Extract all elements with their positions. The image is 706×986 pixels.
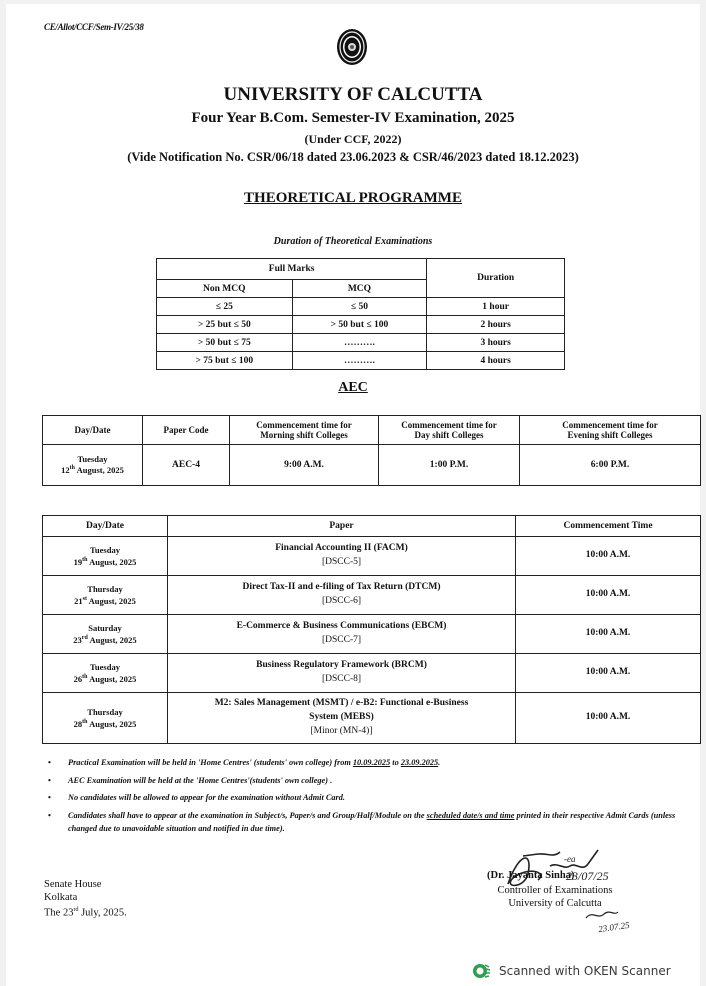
- cell-day-date: Thursday 28th August, 2025: [43, 693, 168, 744]
- note-schedule: • Candidates shall have to appear at the examination in Subject/s, Paper/s and Group/Half/Module on the scheduled date/s and time printed in their respective Admit Cards (unless changed due to unavoidable situation and notified in due time).: [46, 809, 686, 836]
- duration-table: [156, 258, 565, 370]
- cell-day-date: Tuesday 26th August, 2025: [43, 654, 168, 693]
- header-paper: Paper: [168, 516, 516, 537]
- aec-title: AEC: [338, 380, 368, 395]
- cell-mcq: ……….: [292, 352, 427, 370]
- reference-number: CE/Allot/CCF/Sem-IV/25/38: [44, 22, 144, 32]
- cell-non-mcq: ≤ 25: [157, 298, 293, 316]
- scanner-text: Scanned with OKEN Scanner: [499, 964, 671, 978]
- header-day-shift: Commencement time for Day shift Colleges: [379, 416, 520, 445]
- notification-line: (Vide Notification No. CSR/06/18 dated 23.06.2023 & CSR/46/2023 dated 18.12.2023): [127, 150, 579, 164]
- cell-duration: 1 hour: [427, 298, 565, 316]
- svg-text:23.07.25: 23.07.25: [597, 919, 631, 935]
- cell-duration: 2 hours: [427, 316, 565, 334]
- cell-non-mcq: > 75 but ≤ 100: [157, 352, 293, 370]
- cell-paper: E-Commerce & Business Communications (EBCM) [DSCC-7]: [168, 615, 516, 654]
- header-evening-shift: Commencement time for Evening shift Colleges: [520, 416, 701, 445]
- cell-duration: 4 hours: [427, 352, 565, 370]
- note-admit-card: • No candidates will be allowed to appear for the examination without Admit Card.: [46, 791, 686, 804]
- schedule-table: [42, 515, 701, 744]
- cell-evening-time: 6:00 P.M.: [520, 445, 701, 486]
- cell-non-mcq: > 50 but ≤ 75: [157, 334, 293, 352]
- cell-paper-code: AEC-4: [143, 445, 230, 486]
- cell-paper: M2: Sales Management (MSMT) / e-B2: Functional e-Business System (MEBS) [Minor (MN-4)]: [168, 693, 516, 744]
- cell-time: 10:00 A.M.: [516, 654, 701, 693]
- header-non-mcq: Non MCQ: [157, 280, 293, 298]
- cell-day-date: Saturday 23rd August, 2025: [43, 615, 168, 654]
- cell-time: 10:00 A.M.: [516, 615, 701, 654]
- cell-non-mcq: > 25 but ≤ 50: [157, 316, 293, 334]
- cell-day-date: Thursday 21st August, 2025: [43, 576, 168, 615]
- duration-caption: Duration of Theoretical Examinations: [273, 236, 433, 247]
- table-row: [43, 615, 701, 654]
- table-row: [43, 537, 701, 576]
- note-practical-exam: • Practical Examination will be held in 'Home Centres' (students' own college) from 10.09.2025 to 23.09.2025.: [46, 756, 686, 769]
- header-paper-code: Paper Code: [143, 416, 230, 445]
- initials-icon: [584, 906, 654, 936]
- issue-place-date: [44, 878, 127, 920]
- university-name: UNIVERSITY OF CALCUTTA: [223, 84, 483, 105]
- programme-title: THEORETICAL PROGRAMME: [244, 190, 462, 206]
- table-row: [157, 316, 565, 334]
- cell-mcq: > 50 but ≤ 100: [292, 316, 427, 334]
- cell-duration: 3 hours: [427, 334, 565, 352]
- header-mcq: MCQ: [292, 280, 427, 298]
- table-row: [157, 298, 565, 316]
- cell-time: 10:00 A.M.: [516, 537, 701, 576]
- university-seal-icon: [336, 28, 368, 66]
- header-duration: Duration: [427, 259, 565, 298]
- table-row: [43, 693, 701, 744]
- header-morning-shift: Commencement time for Morning shift Colleges: [230, 416, 379, 445]
- cell-time: 10:00 A.M.: [516, 576, 701, 615]
- signatory-designation: Controller of Examinations University of Calcutta: [497, 885, 613, 909]
- oken-scanner-logo-icon: [472, 962, 490, 980]
- aec-table: [42, 415, 701, 486]
- note-aec-exam: • AEC Examination will be held at the 'Home Centres'(students' own college) .: [46, 774, 686, 787]
- header-commencement-time: Commencement Time: [516, 516, 701, 537]
- cell-mcq: ……….: [292, 334, 427, 352]
- cell-day-time: 1:00 P.M.: [379, 445, 520, 486]
- table-row: [157, 352, 565, 370]
- notes-list: [46, 756, 686, 840]
- svg-text:-ea: -ea: [564, 854, 576, 864]
- regulation-line: (Under CCF, 2022): [304, 132, 402, 146]
- table-row: [157, 334, 565, 352]
- header-full-marks: Full Marks: [157, 259, 427, 280]
- place-line-2: Kolkata: [44, 892, 78, 903]
- cell-day-date: Tuesday 12th August, 2025: [43, 445, 143, 486]
- svg-text:23/07/25: 23/07/25: [566, 869, 609, 883]
- table-row: [43, 576, 701, 615]
- cell-paper: Business Regulatory Framework (BRCM) [DSCC-8]: [168, 654, 516, 693]
- exam-title: Four Year B.Com. Semester-IV Examination, 2025: [191, 110, 515, 126]
- issue-date: The 23rd July, 2025.: [44, 907, 127, 919]
- cell-mcq: ≤ 50: [292, 298, 427, 316]
- cell-paper: Direct Tax-II and e-filing of Tax Return (DTCM) [DSCC-6]: [168, 576, 516, 615]
- header-day-date: Day/Date: [43, 516, 168, 537]
- place-line-1: Senate House: [44, 879, 102, 890]
- cell-morning-time: 9:00 A.M.: [230, 445, 379, 486]
- cell-time: 10:00 A.M.: [516, 693, 701, 744]
- cell-day-date: Tuesday 19th August, 2025: [43, 537, 168, 576]
- table-row: [43, 654, 701, 693]
- header-day-date: Day/Date: [43, 416, 143, 445]
- table-row: [43, 445, 701, 486]
- scanner-watermark: [472, 962, 671, 980]
- signatory-name: (Dr. Jayanta Sinha): [487, 870, 575, 881]
- cell-paper: Financial Accounting II (FACM) [DSCC-5]: [168, 537, 516, 576]
